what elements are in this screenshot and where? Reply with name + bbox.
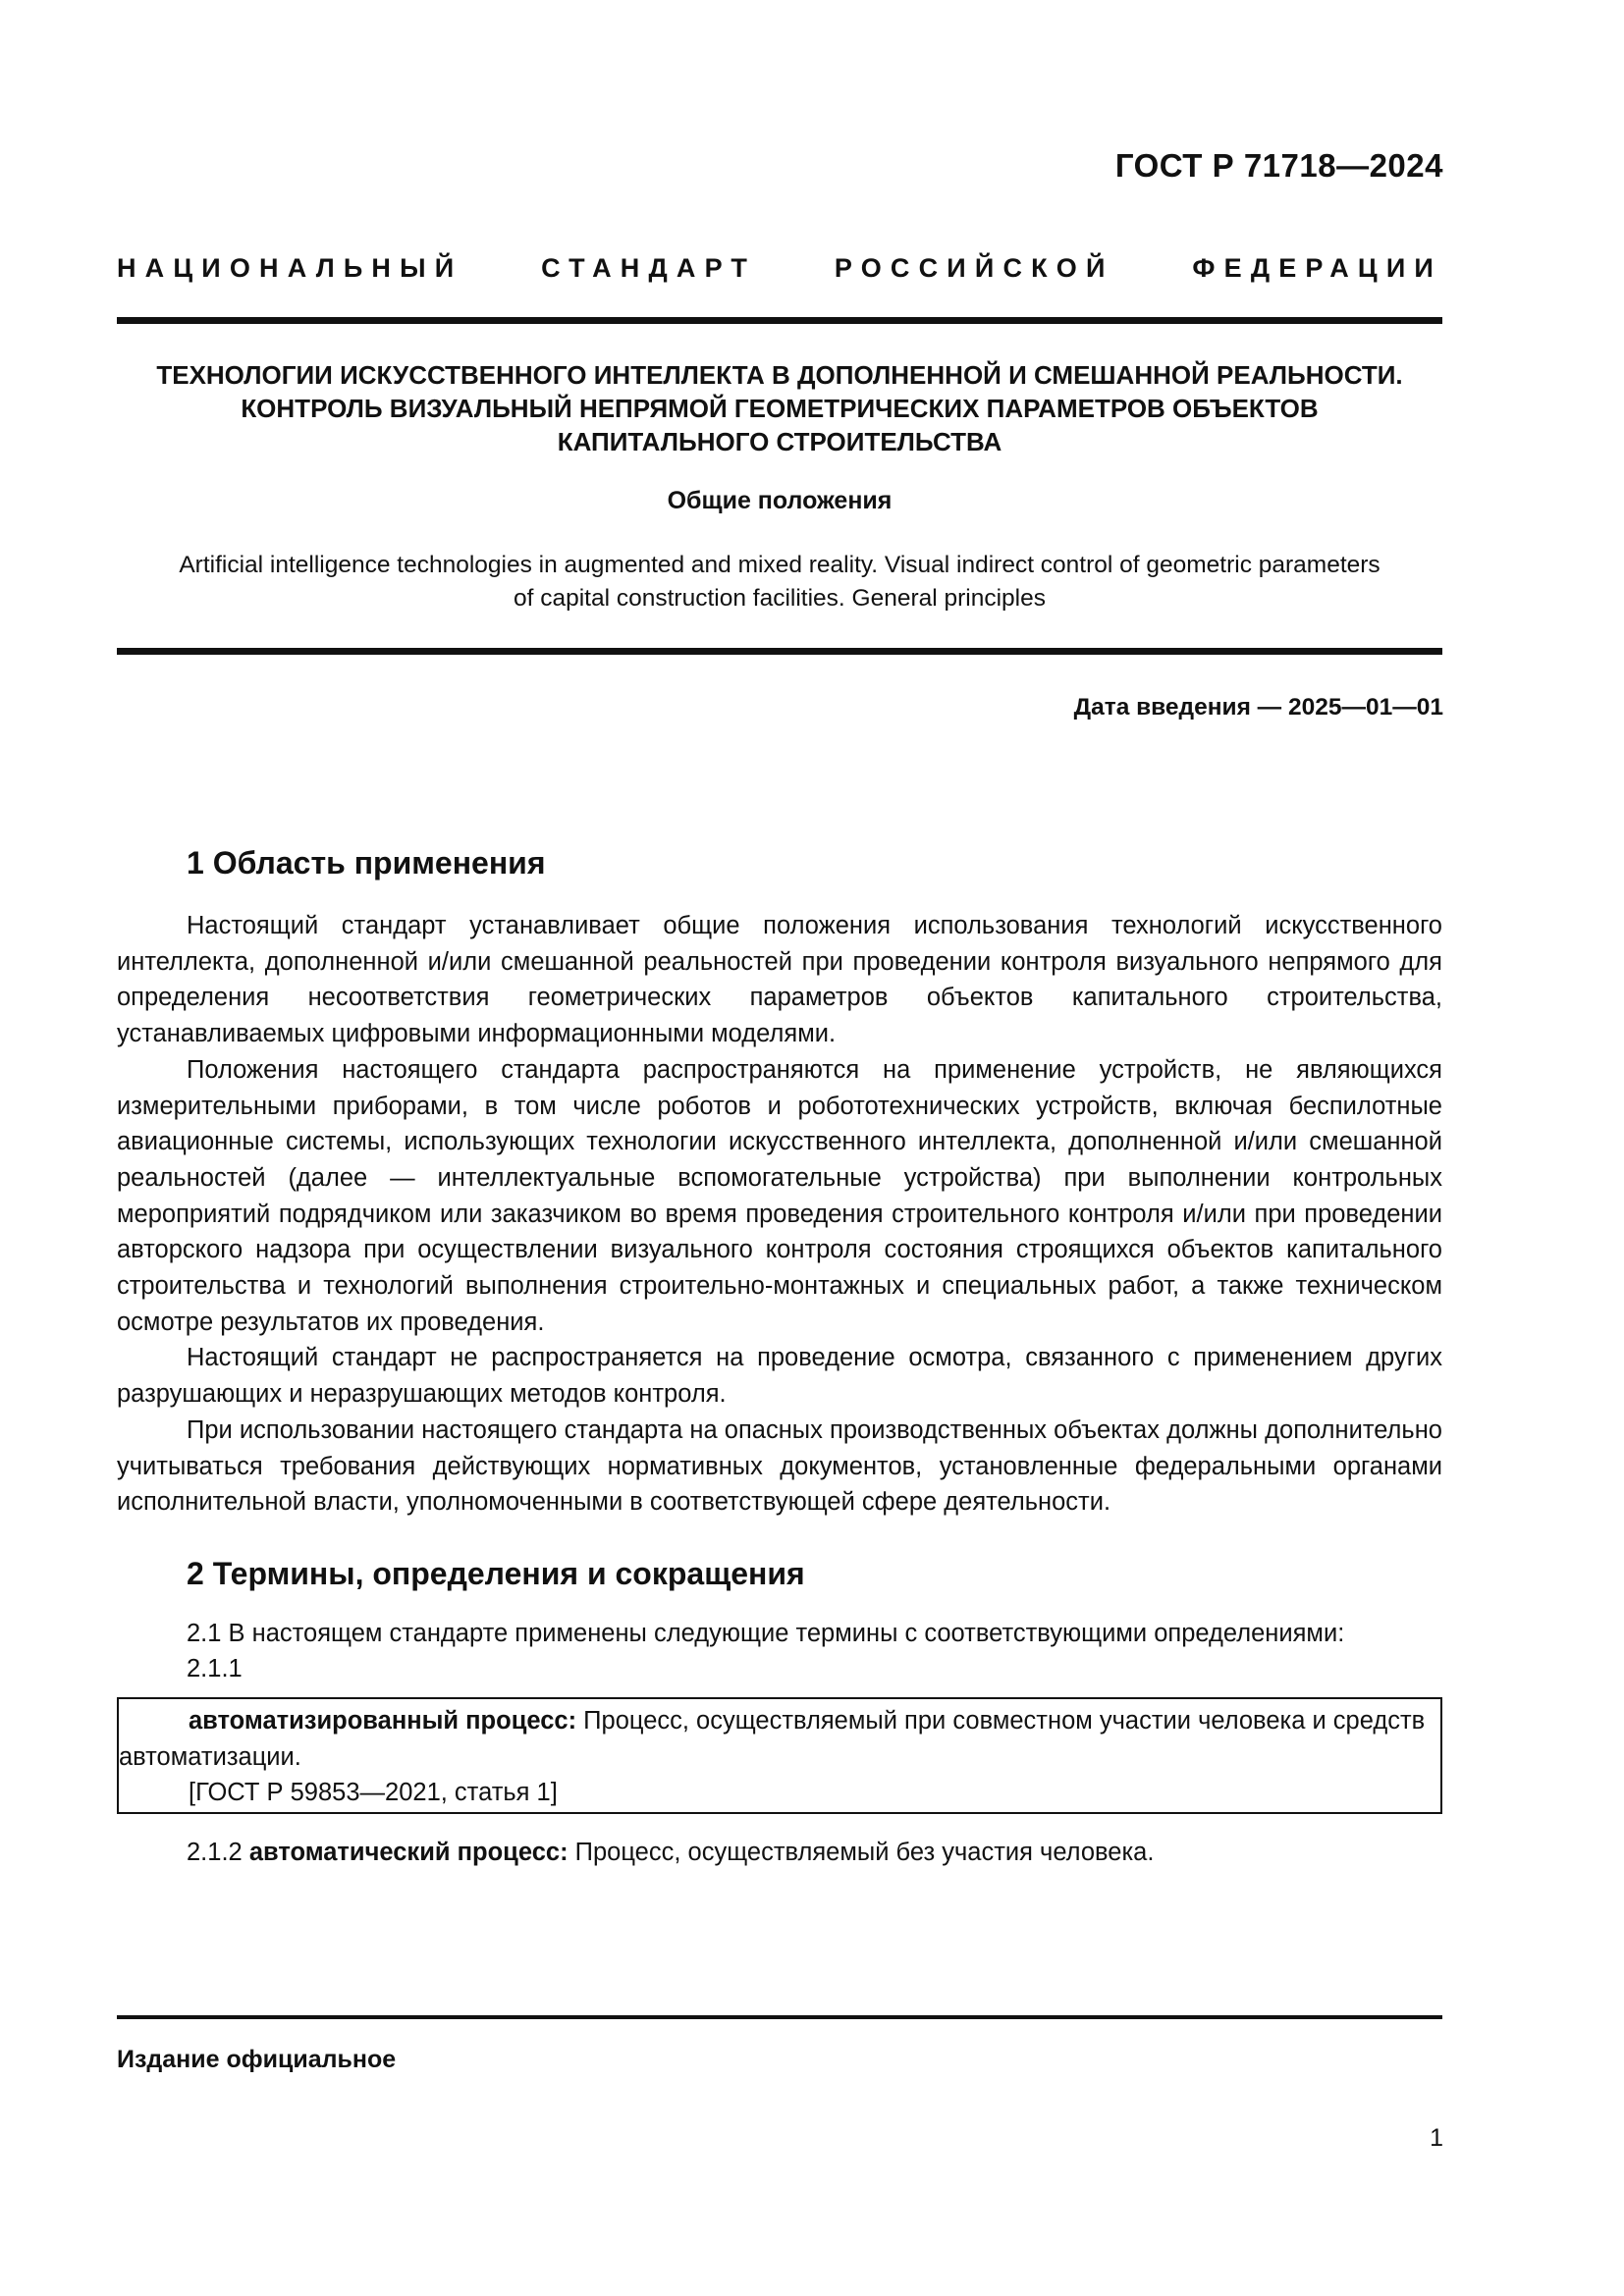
term-definition — [119, 1703, 1427, 1775]
standard-number: ГОСТ Р 71718—2024 — [1114, 147, 1443, 184]
national-standard-banner: НАЦИОНАЛЬНЫЙ СТАНДАРТ РОССИЙСКОЙ ФЕДЕРАЦИИ — [117, 253, 1442, 283]
term: автоматический процесс: — [248, 1839, 568, 1866]
paragraph: При использовании настоящего стандарта на опасных производственных объектах должны дополнительно учитываться требования действующих нормативных документов, установленные федеральными органами исполнительной власти, уполномоченными в соответствующей сфере деятельности. — [117, 1415, 1442, 1517]
title-ru-line: ТЕХНОЛОГИИ ИСКУССТВЕННОГО ИНТЕЛЛЕКТА В ДОПОЛНЕННОЙ И СМЕШАННОЙ РЕАЛЬНОСТИ. — [156, 360, 1403, 390]
title-en-line: of capital construction facilities. General principles — [514, 585, 1046, 612]
term-definition-box — [117, 1697, 1442, 1814]
clause-2-1-1: 2.1.1 — [187, 1655, 243, 1682]
page-number: 1 — [1430, 2124, 1443, 2152]
clause-number: 2.1.2 — [187, 1839, 249, 1866]
clause-2-1-2 — [187, 1839, 1154, 1867]
top-rule — [117, 317, 1442, 324]
section-2-heading: 2 Термины, определения и сокращения — [187, 1556, 805, 1591]
term-source: [ГОСТ Р 59853—2021, статья 1] — [189, 1779, 558, 1806]
paragraph: Настоящий стандарт не распространяется на проведение осмотра, связанного с применением других разрушающих и неразрушающих методов контроля. — [117, 1344, 1442, 1409]
subtitle-ru: Общие положения — [667, 487, 893, 514]
title-ru — [117, 358, 1442, 458]
clause-2-1: 2.1 В настоящем стандарте применены следующие термины с соответствующими определениями: — [187, 1620, 1345, 1647]
official-edition: Издание официальное — [117, 2046, 397, 2073]
title-rule — [117, 648, 1442, 655]
footer-rule — [117, 2015, 1442, 2019]
title-ru-line: КОНТРОЛЬ ВИЗУАЛЬНЫЙ НЕПРЯМОЙ ГЕОМЕТРИЧЕСКИХ ПАРАМЕТРОВ ОБЪЕКТОВ — [241, 394, 1319, 423]
term: автоматизированный процесс: — [189, 1707, 577, 1735]
section-1-heading: 1 Область применения — [187, 845, 546, 881]
title-ru-line: КАПИТАЛЬНОГО СТРОИТЕЛЬСТВА — [557, 427, 1002, 456]
definition: Процесс, осуществляемый при совместном участии человека и средств автоматизации. — [119, 1707, 1426, 1771]
paragraph: Настоящий стандарт устанавливает общие положения использования технологий искусственного интеллекта, дополненной и/или смешанной реальностей при проведении контроля визуального непрямого для определения несоответствия геометрических параметров объектов капитального строительства, устанавливаемых цифровыми информационными моделями. — [117, 912, 1442, 1048]
intro-date: Дата введения — 2025—01—01 — [1073, 694, 1443, 721]
section-1-body — [117, 908, 1442, 1521]
definition: Процесс, осуществляемый без участия человека. — [568, 1839, 1155, 1866]
paragraph: Положения настоящего стандарта распространяются на применение устройств, не являющихся измерительными приборами, в том числе роботов и робототехнических устройств, включая беспилотные авиационные системы, использующих технологии искусственного интеллекта, дополненной и/или смешанной реальностей (далее — интеллектуальные вспомогательные устройства) при выполнении контрольных мероприятий подрядчиком или заказчиком во время проведения строительного контроля и/или при проведении авторского надзора при осуществлении визуального контроля состояния строящихся объектов капитального строительства и технологий выполнения строительно-монтажных и специальных работ, а также техническом осмотре результатов их проведения. — [117, 1055, 1442, 1336]
title-en-line: Artificial intelligence technologies in augmented and mixed reality. Visual indirect control of geometric parameters — [179, 552, 1380, 578]
title-en — [117, 549, 1442, 615]
